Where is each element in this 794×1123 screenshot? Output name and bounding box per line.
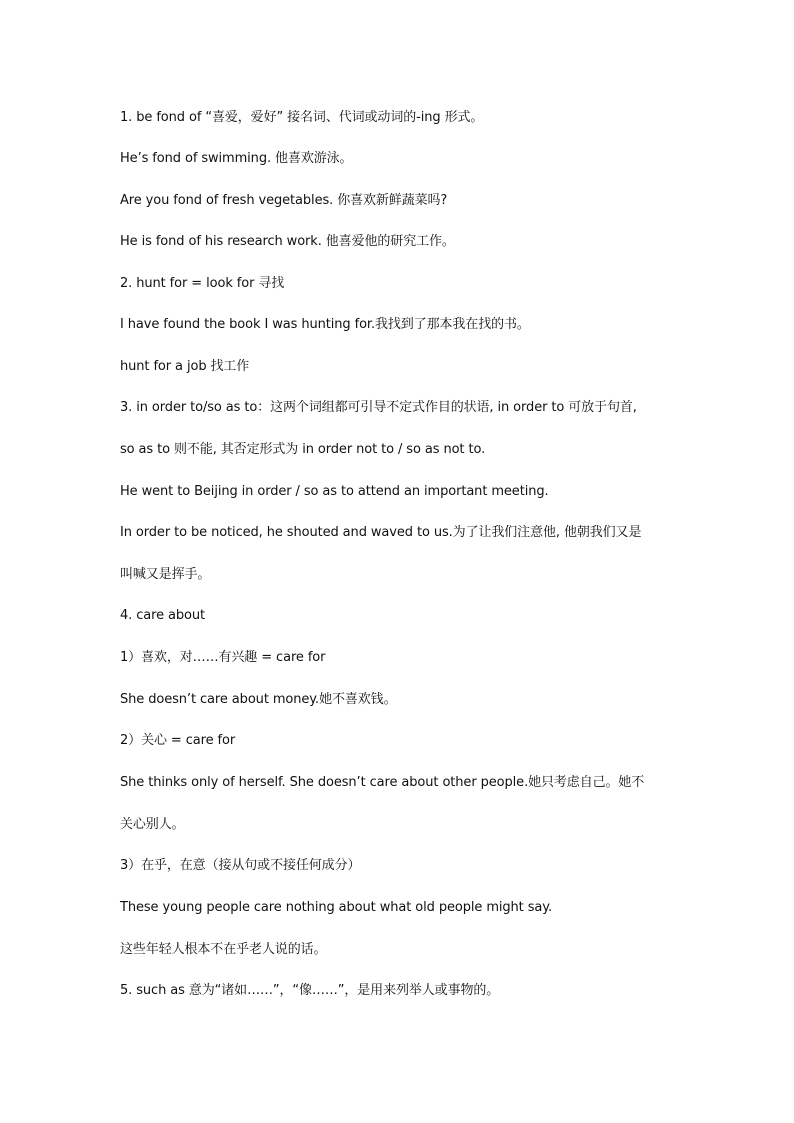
text-line-19: 3）在乎，在意（接从句或不接任何成分） [120, 858, 361, 873]
text-line-21: 这些年轻人根本不在乎老人说的话。 [120, 942, 327, 957]
text-line-9: so as to 则不能, 其否定形式为 in order not to / so as not to. [120, 442, 486, 457]
text-line-16: 2）关心 = care for [120, 733, 236, 748]
text-line-2: He’s fond of swimming. 他喜欢游泳。 [120, 151, 353, 166]
text-line-15: She doesn’t care about money.她不喜欢钱。 [120, 692, 397, 707]
text-line-6: I have found the book I was hunting for.我找到了那本我在找的书。 [120, 317, 530, 332]
text-line-11: In order to be noticed, he shouted and waved to us.为了让我们注意他, 他朝我们又是 [120, 525, 642, 540]
text-line-8: 3. in order to/so as to：这两个词组都可引导不定式作目的状语, in order to 可放于句首, [120, 400, 637, 415]
text-line-14: 1）喜欢，对……有兴趣 = care for [120, 650, 326, 665]
text-line-4: He is fond of his research work. 他喜爱他的研究工作。 [120, 234, 455, 249]
text-line-7: hunt for a job 找工作 [120, 359, 250, 374]
text-line-5: 2. hunt for = look for 寻找 [120, 276, 285, 291]
text-line-12: 叫喊又是挥手。 [120, 567, 211, 582]
text-line-10: He went to Beijing in order / so as to attend an important meeting. [120, 484, 549, 499]
text-line-18: 关心别人。 [120, 817, 185, 832]
text-line-13: 4. care about [120, 608, 206, 623]
text-line-22: 5. such as 意为“诸如……”，“像……”，是用来列举人或事物的。 [120, 983, 500, 998]
text-line-3: Are you fond of fresh vegetables. 你喜欢新鲜蔬菜吗? [120, 193, 448, 208]
text-line-1: 1. be fond of “喜爱，爱好” 接名词、代词或动词的-ing 形式。 [120, 110, 484, 125]
text-line-17: She thinks only of herself. She doesn’t care about other people.她只考虑自己。她不 [120, 775, 645, 790]
text-line-20: These young people care nothing about what old people might say. [120, 900, 553, 915]
